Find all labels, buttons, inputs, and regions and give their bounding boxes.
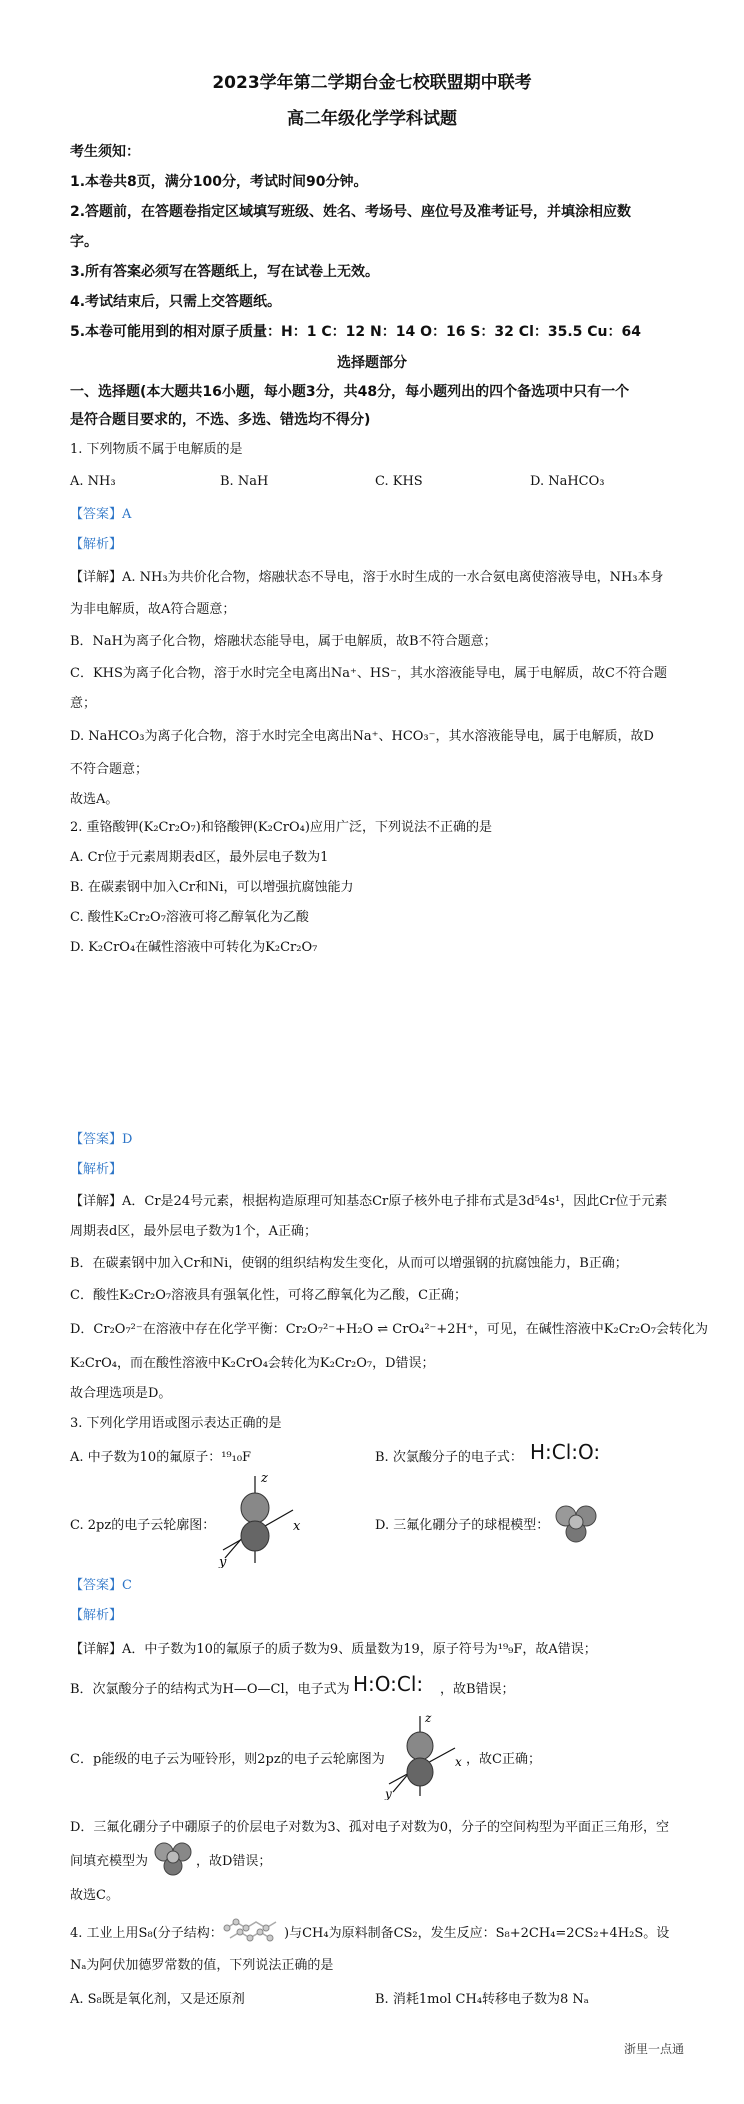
s-atom bbox=[233, 1919, 239, 1925]
b-atom bbox=[569, 1515, 583, 1529]
q3-detail: 间填充模型为 bbox=[70, 1854, 149, 1869]
q1-detail: 不符合题意； bbox=[70, 762, 149, 777]
q1-detail: D. NaHCO₃为离子化合物，溶于水时完全电离出Na⁺、HCO₃⁻，其水溶液能导电，属于电解质，故D bbox=[70, 729, 654, 744]
axis-label-z: z bbox=[261, 1471, 268, 1486]
q2-detail: 周期表d区，最外层电子数为1个，A正确； bbox=[70, 1224, 317, 1239]
q2-detail: B．在碳素钢中加入Cr和Ni，使钢的组织结构发生变化，从而可以增强钢的抗腐蚀能力，B正确； bbox=[70, 1256, 628, 1271]
q1-analysis-label: 【解析】 bbox=[70, 537, 123, 552]
notice-item: 2.答题前，在答题卷指定区域填写班级、姓名、考场号、座位号及准考证号，并填涂相应数 bbox=[70, 204, 632, 220]
q2-stem: 2. 重铬酸钾(K₂Cr₂O₇)和铬酸钾(K₂CrO₄)应用广泛，下列说法不正确的是 bbox=[70, 820, 492, 835]
notice-heading: 考生须知： bbox=[70, 144, 140, 160]
q3-detail-tail: ，故D错误； bbox=[196, 1854, 272, 1869]
footer-watermark: 浙里一点通 bbox=[623, 2042, 684, 2056]
q1-answer: 【答案】A bbox=[70, 507, 132, 522]
q3-detail: 【详解】A．中子数为10的氟原子的质子数为9、质量数为19，原子符号为¹⁹₉F，故A错误； bbox=[70, 1642, 597, 1657]
axis-label-z: z bbox=[425, 1711, 432, 1725]
q4-stem: 4. 工业上用S₈(分子结构： bbox=[70, 1926, 223, 1941]
q3-detail: C．p能级的电子云为哑铃形，则2pz的电子云轮廓图为 bbox=[70, 1752, 385, 1767]
q3-option-a: A. 中子数为10的氟原子：¹⁹₁₀F bbox=[70, 1450, 252, 1465]
notice-item: 4.考试结束后，只需上交答题纸。 bbox=[70, 294, 282, 310]
axis-label-y: y bbox=[385, 1787, 392, 1800]
q4-stem-continued: )与CH₄为原料制备CS₂，发生反应：S₈+2CH₄=2CS₂+4H₂S。设 bbox=[284, 1926, 670, 1941]
q3-detail-tail: ，故B错误； bbox=[440, 1682, 515, 1697]
axis-label-x: x bbox=[455, 1755, 462, 1769]
s-atom bbox=[224, 1925, 230, 1931]
q1-detail: 【详解】A. NH₃为共价化合物，熔融状态不导电，溶于水时生成的一水合氨电离使溶液导电，NH₃本身 bbox=[70, 570, 664, 585]
exam-title: 2023学年第二学期台金七校联盟期中联考 bbox=[212, 73, 532, 93]
q3-stem: 3. 下列化学用语或图示表达正确的是 bbox=[70, 1416, 282, 1431]
notice-item: 1.本卷共8页，满分100分，考试时间90分钟。 bbox=[70, 174, 368, 190]
q4-stem-line2: Nₐ为阿伏加德罗常数的值，下列说法正确的是 bbox=[70, 1958, 334, 1973]
section-heading: 一、选择题(本大题共16小题，每小题3分，共48分，每小题列出的四个备选项中只有一个 bbox=[70, 384, 630, 400]
q1-detail: B．NaH为离子化合物，熔融状态能导电，属于电解质，故B不符合题意； bbox=[70, 634, 497, 649]
q2-analysis-label: 【解析】 bbox=[70, 1162, 123, 1177]
axis-label-x: x bbox=[293, 1519, 301, 1534]
q2-detail: 【详解】A．Cr是24号元素，根据构造原理可知基态Cr原子核外电子排布式是3d⁵4s¹，因此Cr位于元素 bbox=[70, 1194, 668, 1209]
q1-option-d: D. NaHCO₃ bbox=[530, 474, 605, 489]
q1-option-a: A. NH₃ bbox=[70, 474, 116, 489]
q2-option-a: A. Cr位于元素周期表d区，最外层电子数为1 bbox=[70, 850, 329, 865]
q4-option-a: A. S₈既是氧化剂，又是还原剂 bbox=[70, 1992, 245, 2007]
b-atom bbox=[167, 1851, 179, 1863]
lower-lobe bbox=[241, 1521, 269, 1551]
q3-electron-formula-detail: H:O:Cl: bbox=[353, 1672, 424, 1696]
part-title: 选择题部分 bbox=[337, 355, 407, 371]
q2-option-d: D. K₂CrO₄在碱性溶液中可转化为K₂Cr₂O₇ bbox=[70, 940, 318, 955]
notice-item: 5.本卷可能用到的相对原子质量：H：1 C：12 N：14 O：16 S：32 Cl：35.5 Cu：64 bbox=[70, 324, 642, 340]
q1-detail: 为非电解质，故A符合题意； bbox=[70, 602, 236, 617]
q3-analysis-label: 【解析】 bbox=[70, 1608, 123, 1623]
q3-option-d: D. 三氟化硼分子的球棍模型： bbox=[375, 1518, 550, 1533]
q3-electron-formula-b: H:Cl:O: bbox=[530, 1440, 601, 1464]
s-atom bbox=[243, 1925, 249, 1931]
q1-option-c: C. KHS bbox=[375, 474, 423, 489]
bf3-model-figure bbox=[550, 1500, 600, 1545]
q1-detail: 意； bbox=[70, 696, 97, 711]
q3-option-c: C. 2pz的电子云轮廓图： bbox=[70, 1518, 216, 1533]
s-atom bbox=[247, 1935, 253, 1941]
s-atom bbox=[267, 1935, 273, 1941]
q3-detail: 故选C。 bbox=[70, 1888, 119, 1903]
upper-lobe bbox=[241, 1493, 269, 1523]
axis-label-y: y bbox=[219, 1555, 227, 1568]
q1-detail: 故选A。 bbox=[70, 792, 119, 807]
s8-structure-figure bbox=[222, 1916, 282, 1946]
q2-option-c: C. 酸性K₂Cr₂O₇溶液可将乙醇氧化为乙酸 bbox=[70, 910, 309, 925]
q1-detail: C．KHS为离子化合物，溶于水时完全电离出Na⁺、HS⁻，其水溶液能导电，属于电解质，故C不符合题 bbox=[70, 666, 667, 681]
q3-answer: 【答案】C bbox=[70, 1578, 132, 1593]
s-atom bbox=[257, 1929, 263, 1935]
s-atom bbox=[263, 1925, 269, 1931]
exam-subtitle: 高二年级化学学科试题 bbox=[287, 109, 457, 129]
pz-orbital-figure bbox=[205, 1468, 305, 1568]
q3-detail: D．三氟化硼分子中硼原子的价层电子对数为3、孤对电子对数为0，分子的空间构型为平面正三角形，空 bbox=[70, 1820, 669, 1835]
s-atom bbox=[237, 1929, 243, 1935]
bf3-model-figure-detail bbox=[150, 1838, 195, 1878]
q1-stem: 1. 下列物质不属于电解质的是 bbox=[70, 442, 243, 457]
lower-lobe bbox=[407, 1758, 433, 1786]
q2-detail: C．酸性K₂Cr₂O₇溶液具有强氧化性，可将乙醇氧化为乙酸，C正确； bbox=[70, 1288, 468, 1303]
q2-detail: D．Cr₂O₇²⁻在溶液中存在化学平衡：Cr₂O₇²⁻+H₂O ⇌ CrO₄²⁻+2H⁺，可见，在碱性溶液中K₂Cr₂O₇会转化为 bbox=[70, 1322, 708, 1337]
pz-orbital-figure-detail bbox=[375, 1710, 465, 1800]
q3-option-b: B. 次氯酸分子的电子式： bbox=[375, 1450, 523, 1465]
q2-detail: 故合理选项是D。 bbox=[70, 1386, 172, 1401]
q3-detail-tail: ，故C正确； bbox=[466, 1752, 541, 1767]
notice-item: 3.所有答案必须写在答题纸上，写在试卷上无效。 bbox=[70, 264, 380, 280]
q3-detail: B．次氯酸分子的结构式为H—O—Cl，电子式为 bbox=[70, 1682, 350, 1697]
upper-lobe bbox=[407, 1732, 433, 1760]
section-heading: 是符合题目要求的，不选、多选、错选均不得分) bbox=[70, 412, 371, 428]
notice-item: 字。 bbox=[70, 234, 98, 250]
q2-detail: K₂CrO₄，而在酸性溶液中K₂CrO₄会转化为K₂Cr₂O₇，D错误； bbox=[70, 1356, 435, 1371]
q2-option-b: B. 在碳素钢中加入Cr和Ni，可以增强抗腐蚀能力 bbox=[70, 880, 354, 895]
q1-option-b: B. NaH bbox=[220, 474, 269, 489]
q2-answer: 【答案】D bbox=[70, 1132, 133, 1147]
q4-option-b: B. 消耗1mol CH₄转移电子数为8 Nₐ bbox=[375, 1992, 589, 2007]
